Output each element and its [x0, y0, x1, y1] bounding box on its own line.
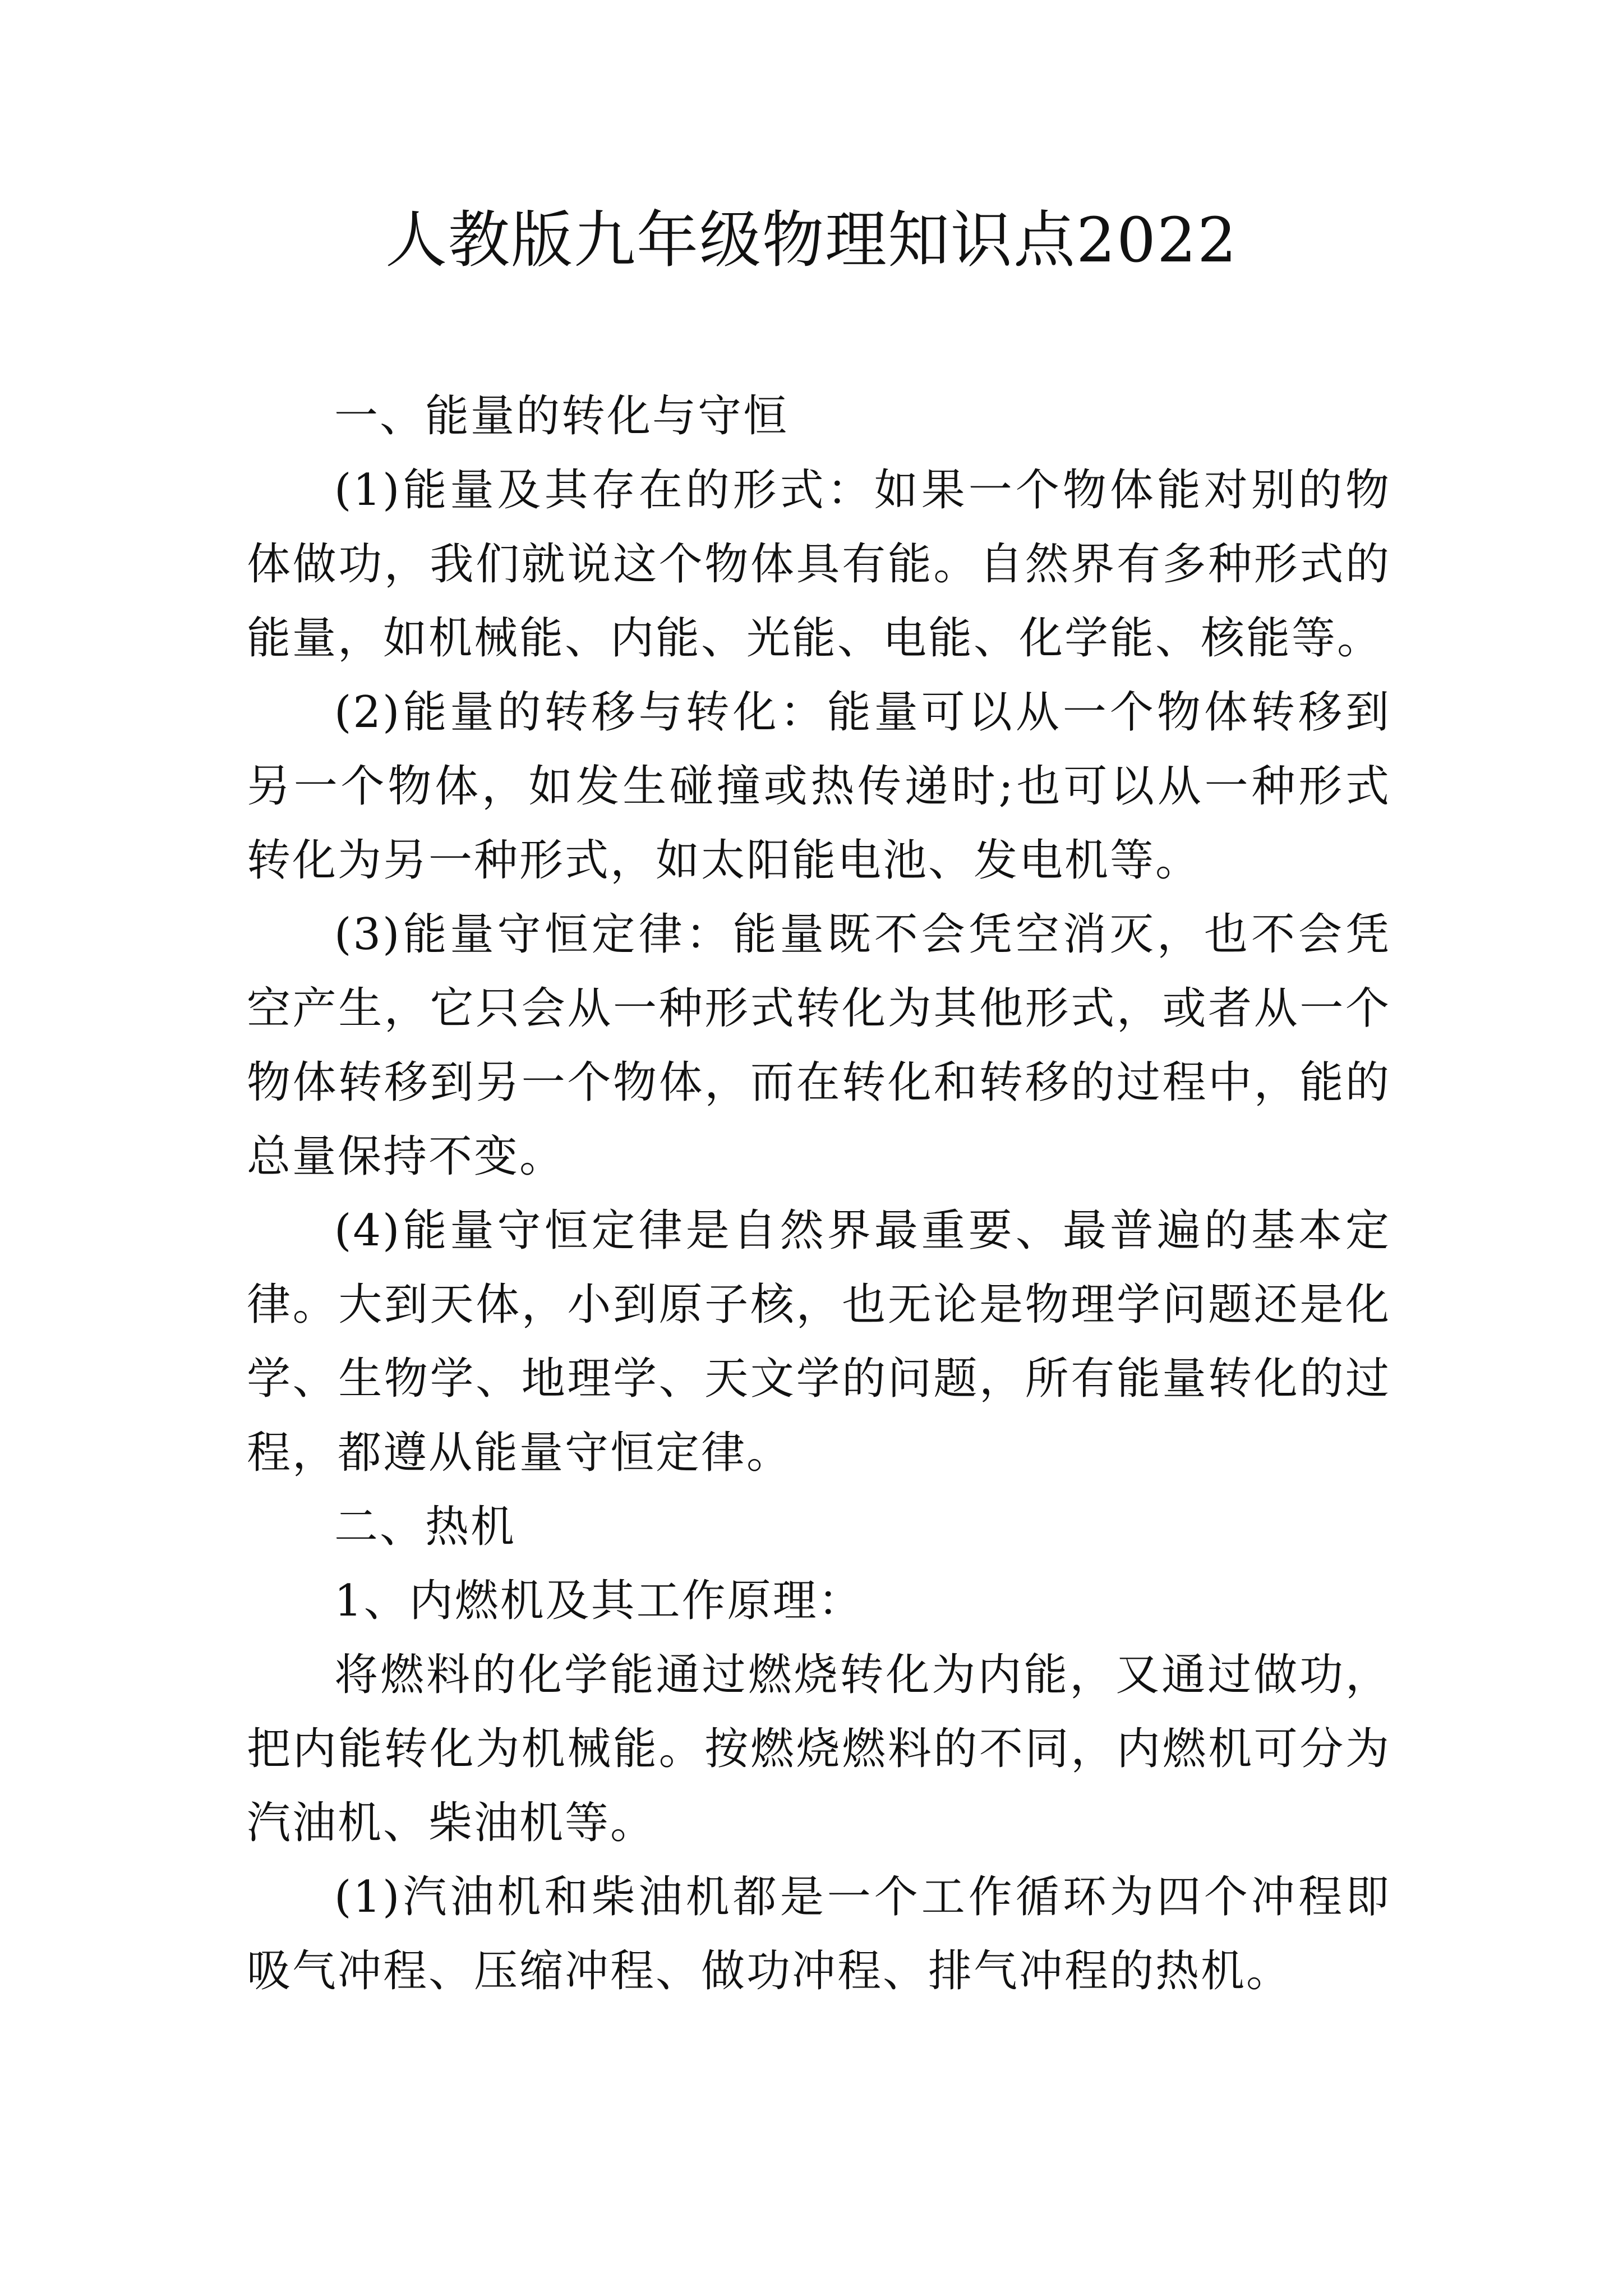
- paragraph-energy-transfer: (2)能量的转移与转化：能量可以从一个物体转移到另一个物体，如发生碰撞或热传递时;也可以从一种形式转化为另一种形式，如太阳能电池、发电机等。: [247, 687, 1391, 886]
- paragraph-combustion-principle: 将燃料的化学能通过燃烧转化为内能，又通过做功，把内能转化为机械能。按燃烧燃料的不同，内燃机可分为汽油机、柴油机等。: [247, 1650, 1391, 1848]
- paragraph-conservation-law: (3)能量守恒定律：能量既不会凭空消灭，也不会凭空产生，它只会从一种形式转化为其他形式，或者从一个物体转移到另一个物体，而在转化和转移的过程中，能的总量保持不变。: [247, 909, 1391, 1182]
- document-body: [247, 379, 1391, 2008]
- section-heading-heat-engine: 二、热机: [334, 1502, 517, 1552]
- section-heading-energy: 一、能量的转化与守恒: [334, 391, 789, 441]
- document-title: 人教版九年级物理知识点2022: [385, 204, 1238, 276]
- paragraph-conservation-universal: (4)能量守恒定律是自然界最重要、最普遍的基本定律。大到天体，小到原子核，也无论是物理学问题还是化学、生物学、地理学、天文学的问题，所有能量转化的过程，都遵从能量守恒定律。: [247, 1205, 1391, 1478]
- paragraph-energy-forms: (1)能量及其存在的形式：如果一个物体能对别的物体做功，我们就说这个物体具有能。自然界有多种形式的能量，如机械能、内能、光能、电能、化学能、核能等。: [247, 465, 1391, 664]
- subheading-internal-combustion: 1、内燃机及其工作原理：: [334, 1576, 864, 1626]
- paragraph-four-strokes: (1)汽油机和柴油机都是一个工作循环为四个冲程即吸气冲程、压缩冲程、做功冲程、排气冲程的热机。: [247, 1872, 1391, 1996]
